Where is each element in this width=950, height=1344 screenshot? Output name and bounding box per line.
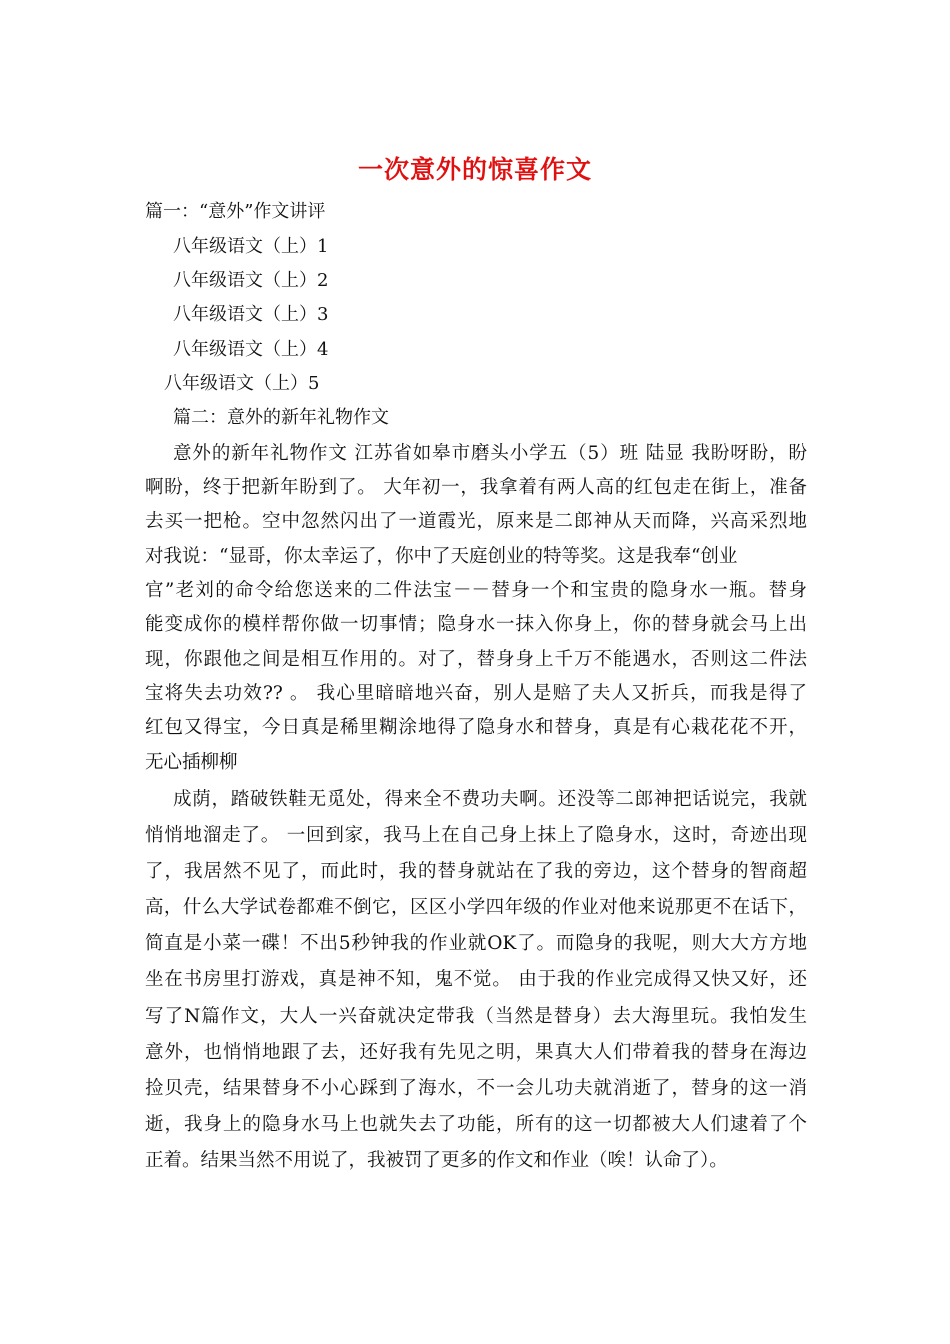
- paragraph-line: 逝，我身上的隐身水马上也就失去了功能，所有的这一切都被大人们逮着了个: [145, 1114, 807, 1135]
- paragraph-line: 意外的新年礼物作文 江苏省如皋市磨头小学五（5）班 陆显 我盼呀盼，盼: [173, 443, 807, 464]
- section-heading-2: 篇二：意外的新年礼物作文: [173, 407, 389, 428]
- paragraph-line: 官”老刘的命令给您送来的二件法宝－－替身一个和宝贵的隐身水一瓶。替身: [145, 580, 807, 601]
- paragraph-line: 捡贝壳，结果替身不小心踩到了海水，不一会儿功夫就消逝了，替身的这一消: [145, 1078, 807, 1099]
- paragraph-line: 写了N篇作文，大人一兴奋就决定带我（当然是替身）去大海里玩。我怕发生: [145, 1006, 807, 1027]
- paragraph-line: 正着。结果当然不用说了，我被罚了更多的作文和作业（唉！认命了）。: [145, 1150, 728, 1171]
- paragraph-line: 去买一把枪。空中忽然闪出了一道霞光，原来是二郎神从天而降，兴高采烈地: [145, 511, 807, 532]
- paragraph-line: 高，什么大学试卷都难不倒它，区区小学四年级的作业对他来说那更不在话下，: [145, 897, 807, 918]
- paragraph-line: 了，我居然不见了，而此时，我的替身就站在了我的旁边，这个替身的智商超: [145, 861, 807, 882]
- paragraph-line: 无心插柳柳: [145, 752, 238, 773]
- list-item: 八年级语文（上）5: [164, 373, 320, 394]
- list-item: 八年级语文（上）1: [173, 236, 329, 257]
- list-item: 八年级语文（上）4: [173, 339, 329, 360]
- paragraph-line: 红包又得宝，今日真是稀里糊涂地得了隐身水和替身，真是有心栽花花不开，: [145, 717, 807, 738]
- document-title: 一次意外的惊喜作文: [357, 155, 592, 184]
- paragraph-line: 悄悄地溜走了。 一回到家，我马上在自己身上抹上了隐身水，这时，奇迹出现: [145, 825, 807, 846]
- paragraph-line: 坐在书房里打游戏，真是神不知，鬼不觉。 由于我的作业完成得又快又好，还: [145, 969, 807, 990]
- paragraph-line: 现，你跟他之间是相互作用的。对了，替身身上千万不能遇水，否则这二件法: [145, 649, 807, 670]
- paragraph-line: 对我说：“显哥，你太幸运了，你中了天庭创业的特等奖。这是我奉“创业: [145, 546, 738, 567]
- paragraph-line: 能变成你的模样帮你做一切事情；隐身水一抹入你身上，你的替身就会马上出: [145, 614, 807, 635]
- paragraph-line: 宝将失去功效?? 。 我心里暗暗地兴奋，别人是赔了夫人又折兵，而我是得了: [145, 683, 807, 704]
- paragraph-line: 意外，也悄悄地跟了去，还好我有先见之明，果真大人们带着我的替身在海边: [145, 1042, 807, 1063]
- paragraph-line: 啊盼，终于把新年盼到了。 大年初一，我拿着有两人高的红包走在街上，准备: [145, 477, 807, 498]
- paragraph-line: 成荫，踏破铁鞋无觅处，得来全不费功夫啊。还没等二郎神把话说完，我就: [173, 789, 807, 810]
- list-item: 八年级语文（上）3: [173, 304, 329, 325]
- section-heading-1: 篇一：“意外”作文讲评: [145, 201, 326, 222]
- list-item: 八年级语文（上）2: [173, 270, 329, 291]
- paragraph-line: 简直是小菜一碟！不出5秒钟我的作业就OK了。而隐身的我呢，则大大方方地: [145, 933, 807, 954]
